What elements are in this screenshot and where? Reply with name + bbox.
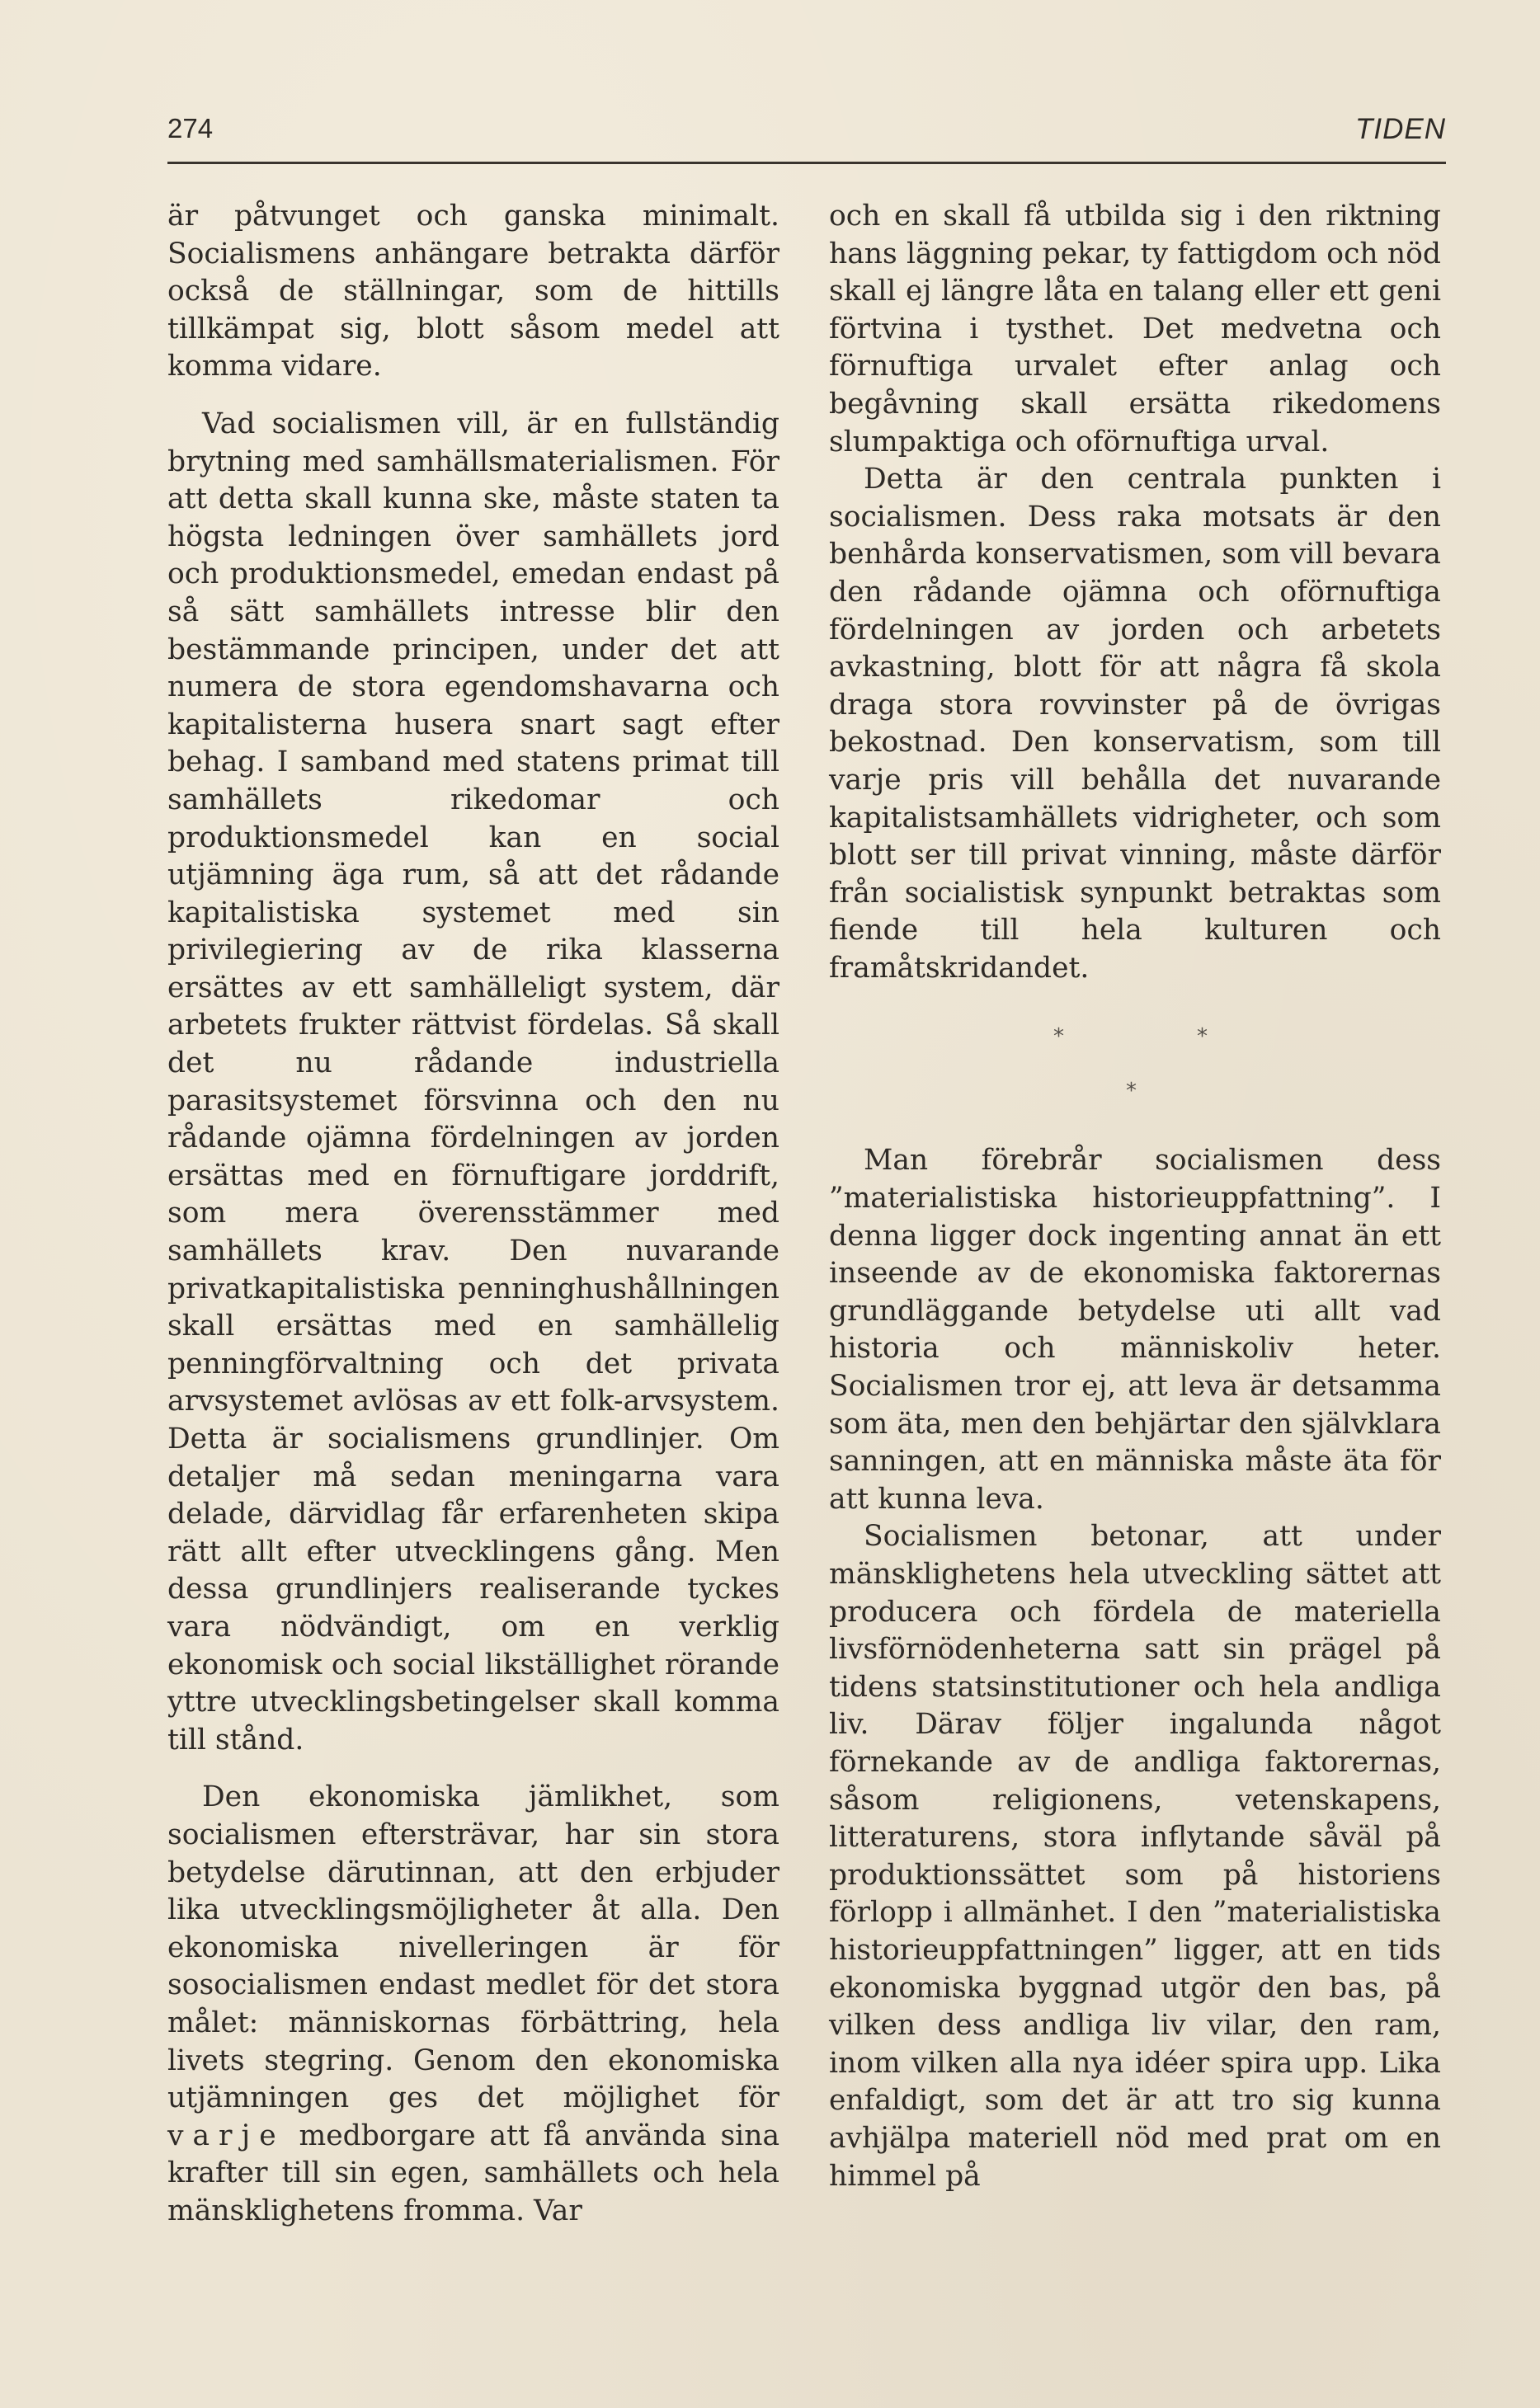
header-rule [167, 162, 1446, 164]
paragraph: Vad socialismen vill, är en fullständig brytning med samhällsmaterialismen. För att detta skall kunna ske, måste staten ta högsta ledningen över samhällets jord och produktionsmedel, emedan endast på så sätt samhällets intresse blir den bestämmande principen, under det att numera de stora egendomshavarna och kapitalisterna husera snart sagt efter behag. I samband med statens primat till samhällets rikedomar och produktionsmedel kan en social utjämning äga rum, så att det rådande kapitalistiska systemet med sin privilegiering av de rika klasserna ersättes av ett samhälleligt system, där arbetets frukter rättvist fördelas. Så skall det nu rådande industriella parasitsystemet försvinna och den nu rådande ojämna fördelningen av jorden ersättas med en förnuftigare jorddrift, som mera överensstämmer med samhällets krav. Den nuvarande privatkapitalistiska penninghushållningen skall ersättas med en samhällelig penningförvaltning och det privata arvsystemet avlösas av ett folk-arvsystem. Detta är socialismens grundlinjer. Om detaljer må sedan meningarna vara delade, därvidlag får erfarenheten skipa rätt allt efter utvecklingens gång. Men dessa grundlinjers realiserande tyckes vara nödvändigt, om en verklig ekonomisk och social likställighet rörande yttre utvecklingsbetingelser skall komma till stånd. [167, 407, 779, 1757]
paragraph: Man förebrår socialismen dess ”materialistiska historieuppfattning”. I denna ligger dock ingenting annat än ett inseende av de ekonomiska faktorernas grundläggande betydelse uti allt vad historia och människoliv heter. Socialismen tror ej, att leva är detsamma som äta, men den behjärtar den självklara sanningen, att en människa måste äta för att kunna leva. [829, 1144, 1441, 1516]
section-separator [829, 994, 1441, 1142]
asterisk-icon: * [1197, 1024, 1208, 1050]
paragraph: är påtvunget och ganska minimalt. Socialismens anhängare betrakta därför också de ställningar, som de hittills tillkämpat sig, blott såsom medel att komma vidare. [167, 200, 779, 383]
asterisk-icon: * [1053, 1024, 1064, 1050]
paragraph: och en skall få utbilda sig i den riktning hans läggning pekar, ty fattigdom och nöd skall ej längre låta en talang eller ett geni förtvina i tysthet. Det medvetna och förnuftiga urvalet efter anlag och begåvning skall ersätta rikedomens slumpaktiga och oförnuftiga urval. [829, 200, 1441, 459]
text-run: Den ekonomiska jämlikhet, som socialismen eftersträvar, har sin stora betydelse därutinnan, att den erbjuder lika utvecklingsmöjligheter åt alla. Den ekonomiska nivelleringen är för sosocialismen endast medlet för det stora målet: människornas förbättring, hela livets stegring. Genom den ekonomiska utjämningen ges det möjlighet för [167, 1780, 779, 2115]
paragraph: Detta är den centrala punkten i socialismen. Dess raka motsats är den benhårda konservatismen, som vill bevara den rådande ojämna och oförnuftiga fördelningen av jorden och arbetets avkastning, blott för att några få skola draga stora rovvinster på de övrigas bekostnad. Den konservatism, som till varje pris vill behålla det nuvarande kapitalistsamhällets vidrigheter, och som blott ser till privat vinning, måste därför från socialistisk synpunkt betraktas som fiende till hela kulturen och framåtskridandet. [829, 463, 1441, 985]
asterisk-icon: * [1126, 1079, 1137, 1104]
right-column [829, 198, 1441, 2195]
paragraph: Socialismen betonar, att under mänsklighetens hela utveckling sättet att producera och fördela de materiella livsförnödenheterna satt sin prägel på tidens statsinstitutioner och hela andliga liv. Därav följer ingalunda något förnekande av de andliga faktorernas, såsom religionens, vetenskapens, litteraturens, stora inflytande såväl på produktionssättet som på historiens förlopp i allmänhet. I den ”materialistiska historieuppfattningen” ligger, att en tids ekonomiska byggnad utgör den bas, på vilken dess andliga liv vilar, den ram, inom vilken alla nya idéer spira upp. Lika enfaldigt, som det är att tro sig kunna avhjälpa materiell nöd med prat om en himmel på [829, 1520, 1441, 2193]
text-run: medborgare att få använda sina krafter till sin egen, samhällets och hela mänsklighetens fromma. Var [167, 2119, 780, 2227]
left-column [167, 198, 779, 2230]
spaced-word: varje [167, 2119, 285, 2152]
paragraph [167, 1779, 779, 2230]
page-number: 274 [167, 113, 214, 143]
running-head: TIDEN [1355, 113, 1446, 145]
page-header [167, 113, 1446, 154]
